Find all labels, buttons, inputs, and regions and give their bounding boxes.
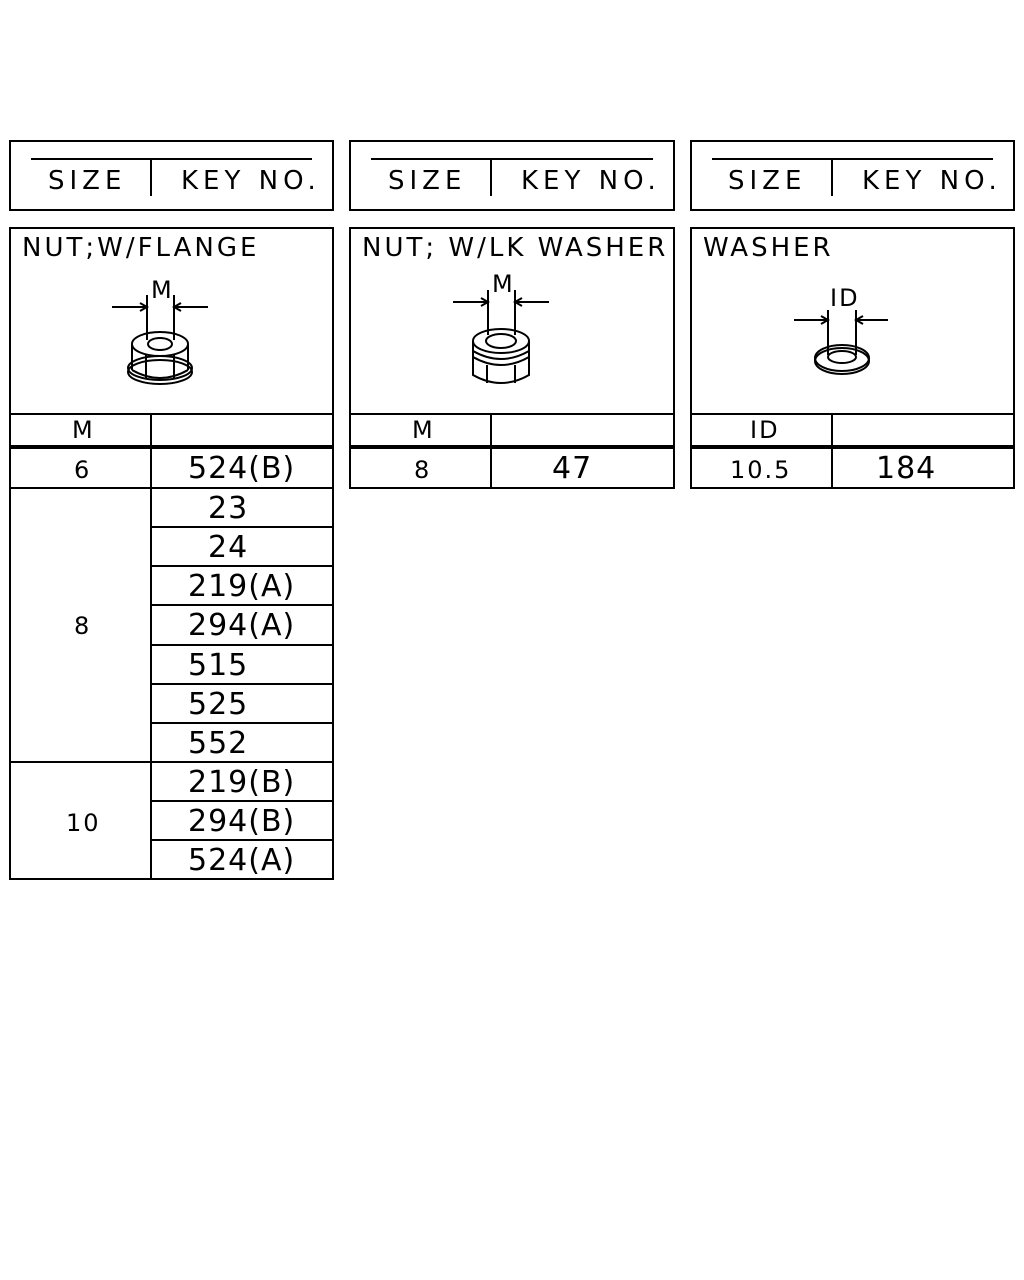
rule xyxy=(150,683,334,685)
key-number: 552 xyxy=(188,726,249,761)
key-number: 47 xyxy=(552,451,593,486)
rule xyxy=(150,722,334,724)
washer-icon xyxy=(782,305,902,385)
dimension-label: M xyxy=(492,270,515,298)
column-divider xyxy=(831,413,833,489)
header-divider xyxy=(150,158,152,196)
header-rule xyxy=(371,158,653,160)
key-number: 515 xyxy=(188,648,249,683)
size-column-label: M xyxy=(412,416,435,444)
column-divider xyxy=(150,413,152,880)
flange-nut-icon xyxy=(100,290,220,400)
column-divider xyxy=(490,413,492,489)
key-no-header: KEY NO. xyxy=(862,166,1002,196)
dimension-label: ID xyxy=(830,284,860,312)
size-header: SIZE xyxy=(48,166,127,196)
rule xyxy=(9,487,334,489)
key-number: 294(B) xyxy=(188,804,296,839)
rule xyxy=(150,565,334,567)
size-value: 10.5 xyxy=(730,456,792,484)
header-divider xyxy=(490,158,492,196)
lock-washer-nut-icon xyxy=(441,285,561,395)
key-number: 219(B) xyxy=(188,765,296,800)
rule xyxy=(9,761,334,763)
size-column-label: ID xyxy=(750,416,780,444)
size-value: 8 xyxy=(414,456,432,484)
rule xyxy=(349,413,675,415)
size-value: 6 xyxy=(74,456,92,484)
size-column-label: M xyxy=(72,416,95,444)
key-number: 525 xyxy=(188,687,249,722)
panel-title: NUT;W/FLANGE xyxy=(22,233,260,263)
rule xyxy=(9,445,334,449)
header-divider xyxy=(831,158,833,196)
key-number: 524(A) xyxy=(188,843,296,878)
rule xyxy=(150,604,334,606)
size-header: SIZE xyxy=(388,166,467,196)
key-number: 184 xyxy=(876,451,937,486)
rule xyxy=(690,445,1015,449)
panel-title: NUT; W/LK WASHER xyxy=(362,233,669,263)
size-value: 10 xyxy=(66,809,101,837)
rule xyxy=(150,526,334,528)
rule xyxy=(9,413,334,415)
header-rule xyxy=(31,158,312,160)
key-number: 524(B) xyxy=(188,451,296,486)
rule xyxy=(150,800,334,802)
key-number: 23 xyxy=(208,491,249,526)
key-no-header: KEY NO. xyxy=(181,166,321,196)
rule xyxy=(349,445,675,449)
rule xyxy=(150,644,334,646)
key-number: 24 xyxy=(208,530,249,565)
size-value: 8 xyxy=(74,612,92,640)
key-number: 294(A) xyxy=(188,608,296,643)
header-rule xyxy=(712,158,993,160)
panel-title: WASHER xyxy=(703,233,834,263)
rule xyxy=(150,839,334,841)
rule xyxy=(690,413,1015,415)
size-header: SIZE xyxy=(728,166,807,196)
dimension-label: M xyxy=(151,276,174,304)
key-number: 219(A) xyxy=(188,569,296,604)
key-no-header: KEY NO. xyxy=(521,166,661,196)
